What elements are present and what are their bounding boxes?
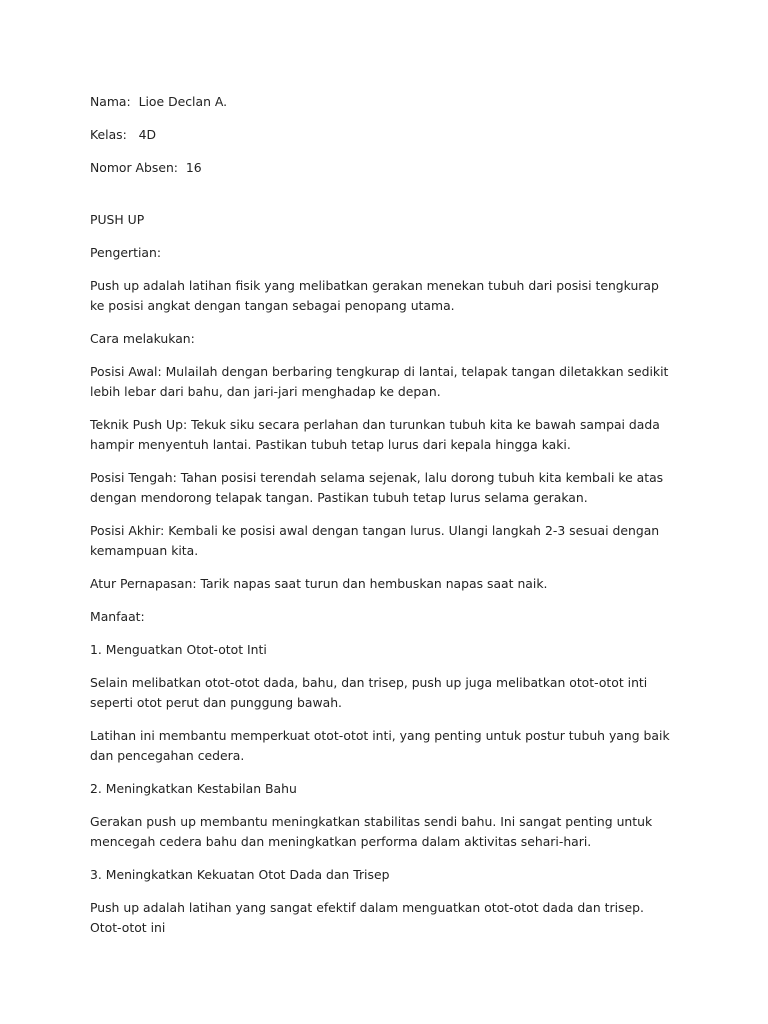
benefit-3-heading: 3. Meningkatkan Kekuatan Otot Dada dan Trisep xyxy=(90,867,390,882)
benefits-heading: Manfaat: xyxy=(90,609,145,624)
student-name: Nama: Lioe Declan A. xyxy=(90,94,228,109)
document-title: PUSH UP xyxy=(90,212,145,227)
definition-heading: Pengertian: xyxy=(90,245,162,260)
student-number: Nomor Absen: 16 xyxy=(90,160,202,175)
benefit-1-text-b: Latihan ini membantu memperkuat otot-otot inti, yang penting untuk postur tubuh yang baik dan pencegahan cedera. xyxy=(90,728,674,763)
step-technique: Teknik Push Up: Tekuk siku secara perlahan dan turunkan tubuh kita ke bawah sampai dada hampir menyentuh lantai. Pastikan tubuh tetap lurus dari kepala hingga kaki. xyxy=(90,417,664,452)
step-middle-position: Posisi Tengah: Tahan posisi terendah selama sejenak, lalu dorong tubuh kita kembali ke atas dengan mendorong telapak tangan. Pastikan tubuh tetap lurus selama gerakan. xyxy=(90,470,668,505)
step-final-position: Posisi Akhir: Kembali ke posisi awal dengan tangan lurus. Ulangi langkah 2-3 sesuai dengan kemampuan kita. xyxy=(90,523,664,558)
benefit-1-text-a: Selain melibatkan otot-otot dada, bahu, dan trisep, push up juga melibatkan otot-otot inti seperti otot perut dan punggung bawah. xyxy=(90,675,652,710)
benefit-3-text: Push up adalah latihan yang sangat efektif dalam menguatkan otot-otot dada dan trisep. Otot-otot ini xyxy=(90,900,648,935)
benefit-2-heading: 2. Meningkatkan Kestabilan Bahu xyxy=(90,781,297,796)
step-breathing: Atur Pernapasan: Tarik napas saat turun dan hembuskan napas saat naik. xyxy=(90,576,548,591)
benefit-2-text: Gerakan push up membantu meningkatkan stabilitas sendi bahu. Ini sangat penting untuk mencegah cedera bahu dan meningkatkan performa dalam aktivitas sehari-hari. xyxy=(90,814,657,849)
definition-text: Push up adalah latihan fisik yang melibatkan gerakan menekan tubuh dari posisi tengkurap ke posisi angkat dengan tangan sebagai penopang utama. xyxy=(90,278,663,313)
howto-heading: Cara melakukan: xyxy=(90,331,195,346)
document-page xyxy=(90,92,675,951)
student-class: Kelas: 4D xyxy=(90,127,157,142)
step-starting-position: Posisi Awal: Mulailah dengan berbaring tengkurap di lantai, telapak tangan diletakkan sedikit lebih lebar dari bahu, dan jari-jari menghadap ke depan. xyxy=(90,364,673,399)
benefit-1-heading: 1. Menguatkan Otot-otot Inti xyxy=(90,642,267,657)
